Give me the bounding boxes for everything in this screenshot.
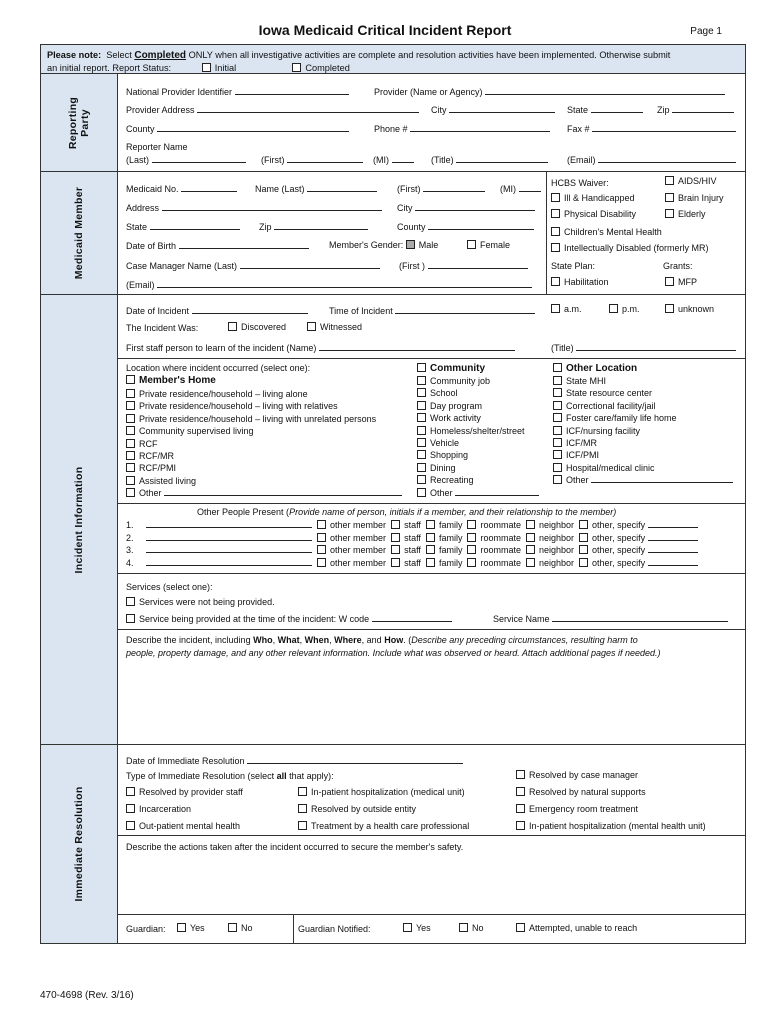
medicaid-no-label: Medicaid No.: [126, 184, 179, 194]
rel-checkbox[interactable]: [317, 533, 326, 542]
provider-zip-field[interactable]: [672, 104, 734, 113]
describe-actions-textarea[interactable]: [126, 857, 736, 912]
reporter-last-label: (Last): [126, 155, 150, 165]
other-location-option-label: State resource center: [566, 388, 653, 399]
specify-field[interactable]: [648, 544, 698, 553]
gender-female-label: Female: [480, 240, 511, 250]
guardian-yes-checkbox[interactable]: [177, 923, 186, 932]
other-location-option-label: Foster care/family life home: [566, 413, 677, 424]
reporter-title-field[interactable]: [456, 154, 548, 163]
rel-checkbox[interactable]: [467, 520, 476, 529]
reporter-last-field[interactable]: [152, 154, 246, 163]
immediate-resolution-sidebar: [41, 745, 118, 943]
status-initial-label: Initial: [214, 63, 237, 73]
elderly-label: Elderly: [678, 209, 706, 219]
other-people-row: 3. other member staff family roommate neighbor other, specify: [126, 544, 698, 557]
other-location-option-checkbox[interactable]: [553, 475, 562, 484]
rel-checkbox[interactable]: [317, 558, 326, 567]
resolution-option-checkbox[interactable]: [126, 821, 135, 830]
community-option-label: Shopping: [430, 450, 469, 461]
incident-date-field[interactable]: [192, 305, 308, 314]
rel-checkbox[interactable]: [317, 545, 326, 554]
elderly-checkbox[interactable]: [665, 209, 674, 218]
incident-time-field[interactable]: [395, 305, 535, 314]
member-zip-label: Zip: [259, 222, 272, 232]
first-staff-field[interactable]: [319, 342, 515, 351]
gender-female-checkbox[interactable]: [467, 240, 476, 249]
dob-field[interactable]: [179, 240, 309, 249]
other-location-option-checkbox[interactable]: [553, 413, 562, 422]
member-city-field[interactable]: [415, 202, 535, 211]
home-option-label: Private residence/household – living with relatives: [139, 401, 338, 412]
rel-checkbox[interactable]: [526, 545, 535, 554]
other-location-option-checkbox[interactable]: [553, 463, 562, 472]
rel-checkbox[interactable]: [391, 545, 400, 554]
other-location-checkbox[interactable]: [553, 363, 562, 372]
case-manager-email-label: (Email): [126, 280, 155, 290]
other-location-option-label: Other: [566, 475, 589, 486]
case-manager-first-field[interactable]: [428, 260, 528, 269]
other-people-row: 2. other member staff family roommate neighbor other, specify: [126, 532, 698, 545]
other-people-row: 1. other member staff family roommate neighbor other, specify: [126, 519, 698, 532]
gender-label: Member's Gender:: [329, 240, 404, 250]
rel-checkbox[interactable]: [579, 520, 588, 529]
provider-fax-field[interactable]: [592, 123, 736, 132]
notified-no-label: No: [472, 923, 484, 933]
other-location-option-checkbox[interactable]: [553, 450, 562, 459]
member-first-field[interactable]: [423, 183, 485, 192]
provider-city-label: City: [431, 105, 447, 115]
home-option-label: Private residence/household – living with unrelated persons: [139, 413, 377, 424]
reporting-party-label: Reporting Party: [67, 96, 91, 149]
resolution-option-label: Resolved by provider staff: [139, 787, 243, 797]
reporter-first-label: (First): [261, 155, 285, 165]
describe-actions-label: Describe the actions taken after the incident occurred to secure the member's safety.: [126, 842, 464, 852]
community-option-checkbox[interactable]: [417, 426, 426, 435]
location-label: Location where incident occurred (select one):: [126, 363, 311, 373]
note-completed: Completed: [134, 50, 187, 61]
brain-injury-checkbox[interactable]: [665, 193, 674, 202]
rel-checkbox[interactable]: [579, 558, 588, 567]
rel-checkbox[interactable]: [579, 533, 588, 542]
resolution-option-checkbox[interactable]: [516, 787, 525, 796]
reporting-party-sidebar: [41, 74, 118, 171]
first-staff-title-label: (Title): [551, 343, 574, 353]
rel-checkbox[interactable]: [467, 533, 476, 542]
dob-label: Date of Birth: [126, 241, 177, 251]
intellectually-disabled-label: Intellectually Disabled (formerly MR): [564, 243, 709, 253]
rel-checkbox[interactable]: [391, 558, 400, 567]
community-option-checkbox[interactable]: [417, 401, 426, 410]
member-state-label: State: [126, 222, 148, 232]
incident-information-section: [40, 295, 746, 745]
community-label: Community: [430, 363, 485, 374]
reporter-first-field[interactable]: [287, 154, 363, 163]
provider-field[interactable]: [485, 86, 725, 95]
gender-male-checkbox[interactable]: [406, 240, 415, 249]
resolution-option-checkbox[interactable]: [126, 804, 135, 813]
rel-checkbox[interactable]: [526, 533, 535, 542]
guardian-no-checkbox[interactable]: [228, 923, 237, 932]
community-option-checkbox[interactable]: [417, 488, 426, 497]
resolution-option-checkbox[interactable]: [516, 770, 525, 779]
person-name-field[interactable]: [146, 544, 312, 553]
other-people-rows: [126, 519, 698, 569]
member-city-label: City: [397, 203, 413, 213]
members-home-label: Member's Home: [139, 375, 216, 386]
resolution-option-label: Emergency room treatment: [529, 804, 639, 814]
rel-checkbox[interactable]: [426, 533, 435, 542]
home-option-checkbox[interactable]: [126, 476, 135, 485]
resolution-option-label: Out-patient mental health: [139, 821, 241, 831]
aids-checkbox[interactable]: [665, 176, 674, 185]
member-last-field[interactable]: [307, 183, 377, 192]
other-location-option-checkbox[interactable]: [553, 376, 562, 385]
community-option-checkbox[interactable]: [417, 475, 426, 484]
community-option-label: Day program: [430, 400, 483, 411]
home-option-checkbox[interactable]: [126, 439, 135, 448]
specify-field[interactable]: [648, 557, 698, 566]
incident-information-label: Incident Information: [73, 466, 85, 573]
rel-checkbox[interactable]: [317, 520, 326, 529]
reporter-mi-label: (MI): [373, 155, 389, 165]
community-option-checkbox[interactable]: [417, 376, 426, 385]
ill-handicapped-checkbox[interactable]: [551, 193, 560, 202]
person-name-field[interactable]: [146, 519, 312, 528]
community-option-checkbox[interactable]: [417, 463, 426, 472]
incident-information-sidebar: [41, 295, 118, 744]
home-other-field[interactable]: [164, 487, 402, 496]
provider-county-field[interactable]: [157, 123, 349, 132]
resolution-option-checkbox[interactable]: [298, 787, 307, 796]
case-manager-last-field[interactable]: [240, 260, 380, 269]
case-manager-first-label: (First ): [399, 261, 425, 271]
describe-incident-label: Describe the incident, including Who, What, When, Where, and How. (Describe any preceding circumstances, resulting harm to people, property damage, and any other relevant information. Include what was observed or heard. Attach additional pages if needed.): [126, 635, 661, 658]
provider-address-label: Provider Address: [126, 105, 195, 115]
other-location-option-label: ICF/PMI: [566, 450, 599, 461]
service-name-label: Service Name: [493, 614, 550, 624]
resolution-option-checkbox[interactable]: [298, 821, 307, 830]
rel-checkbox[interactable]: [467, 545, 476, 554]
other-location-label: Other Location: [566, 363, 638, 374]
ill-handicapped-label: Ill & Handicapped: [564, 193, 635, 203]
community-option-label: Dining: [430, 462, 456, 473]
community-option-label: School: [430, 388, 458, 399]
rel-checkbox[interactable]: [426, 558, 435, 567]
status-completed-checkbox[interactable]: [292, 63, 301, 72]
provider-state-label: State: [567, 105, 589, 115]
incident-time-label: Time of Incident: [329, 306, 393, 316]
provider-address-field[interactable]: [197, 104, 419, 113]
physical-disability-label: Physical Disability: [564, 209, 637, 219]
specify-field[interactable]: [648, 519, 698, 528]
service-being-provided-checkbox[interactable]: [126, 614, 135, 623]
rel-checkbox[interactable]: [467, 558, 476, 567]
gender-male-label: Male: [418, 240, 439, 250]
page-number: Page 1: [690, 26, 722, 37]
community-options: [417, 375, 539, 499]
medicaid-member-label: Medicaid Member: [73, 186, 85, 280]
attempted-label: Attempted, unable to reach: [529, 923, 638, 933]
community-option-label: Recreating: [430, 475, 474, 486]
mfp-checkbox[interactable]: [665, 277, 674, 286]
resolution-option-checkbox[interactable]: [516, 821, 525, 830]
resolution-date-field[interactable]: [247, 755, 463, 764]
notified-yes-label: Yes: [416, 923, 431, 933]
service-being-provided-label: Service being provided at the time of the incident: W code: [139, 614, 370, 624]
home-option-checkbox[interactable]: [126, 401, 135, 410]
home-option-label: RCF/PMI: [139, 463, 176, 474]
incident-date-label: Date of Incident: [126, 306, 190, 316]
resolution-date-label: Date of Immediate Resolution: [126, 756, 245, 766]
note-rest: ONLY when all investigative activities are complete and resolution activities have been implemented. Otherwise submit: [188, 50, 671, 60]
resolution-option-label: In-patient hospitalization (medical unit): [311, 787, 465, 797]
provider-fax-label: Fax #: [567, 124, 590, 134]
medicaid-member-section: [40, 172, 746, 295]
note-prefix: Please note:: [47, 50, 102, 60]
medicaid-no-field[interactable]: [181, 183, 237, 192]
home-option-checkbox[interactable]: [126, 451, 135, 460]
resolution-option-checkbox[interactable]: [126, 787, 135, 796]
attempted-checkbox[interactable]: [516, 923, 525, 932]
guardian-notified-label: Guardian Notified:: [298, 924, 371, 934]
other-people-row: 4. other member staff family roommate neighbor other, specify: [126, 557, 698, 570]
community-other-field[interactable]: [455, 487, 539, 496]
provider-zip-label: Zip: [657, 105, 670, 115]
member-last-label: Name (Last): [255, 184, 305, 194]
other-people-label: Other People Present (Provide name of person, initials if a member, and their relationship to the member): [197, 507, 617, 517]
status-initial-checkbox[interactable]: [202, 63, 211, 72]
reporter-mi-field[interactable]: [392, 154, 414, 163]
resolution-type-label: Type of Immediate Resolution (select all that apply):: [126, 771, 334, 781]
member-mi-field[interactable]: [519, 183, 541, 192]
reporter-name-label: Reporter Name: [126, 142, 188, 152]
other-location-other-field[interactable]: [591, 474, 733, 483]
witnessed-label: Witnessed: [320, 322, 363, 332]
services-not-provided-label: Services were not being provided.: [139, 597, 275, 607]
discovered-checkbox[interactable]: [228, 322, 237, 331]
resolution-option-checkbox[interactable]: [298, 804, 307, 813]
home-option-label: Private residence/household – living alone: [139, 389, 308, 399]
person-name-field[interactable]: [146, 557, 312, 566]
other-location-option-checkbox[interactable]: [553, 438, 562, 447]
home-option-label: RCF: [139, 438, 158, 449]
unknown-label: unknown: [678, 304, 715, 314]
home-option-label: RCF/MR: [139, 451, 174, 462]
resolution-option-label: Resolved by natural supports: [529, 787, 646, 797]
member-address-field[interactable]: [162, 202, 382, 211]
community-option-checkbox[interactable]: [417, 450, 426, 459]
childrens-mental-health-checkbox[interactable]: [551, 227, 560, 236]
community-option-checkbox[interactable]: [417, 388, 426, 397]
resolution-option-label: Treatment by a health care professional: [311, 821, 470, 831]
provider-county-label: County: [126, 124, 155, 134]
reporting-party-section: [40, 74, 746, 172]
witnessed-checkbox[interactable]: [307, 322, 316, 331]
am-label: a.m.: [564, 304, 582, 314]
mfp-label: MFP: [678, 277, 697, 287]
medicaid-member-sidebar: [41, 172, 118, 294]
provider-state-field[interactable]: [591, 104, 643, 113]
state-plan-label: State Plan:: [551, 261, 596, 271]
discovered-label: Discovered: [241, 322, 287, 332]
home-option-label: Community supervised living: [139, 426, 254, 437]
notified-yes-checkbox[interactable]: [403, 923, 412, 932]
grants-label: Grants:: [663, 261, 693, 271]
w-code-field[interactable]: [372, 613, 452, 622]
services-label: Services (select one):: [126, 582, 213, 592]
first-staff-label: First staff person to learn of the incident (Name): [126, 343, 317, 353]
resolution-option-label: Resolved by case manager: [529, 770, 639, 780]
rel-checkbox[interactable]: [391, 533, 400, 542]
physical-disability-checkbox[interactable]: [551, 209, 560, 218]
home-option-checkbox[interactable]: [126, 389, 135, 398]
resolution-option-label: In-patient hospitalization (mental health unit): [529, 821, 706, 831]
other-location-option-checkbox[interactable]: [553, 426, 562, 435]
rel-checkbox[interactable]: [426, 545, 435, 554]
am-checkbox[interactable]: [551, 304, 560, 313]
community-option-label: Community job: [430, 376, 491, 386]
resolution-option-label: Incarceration: [139, 804, 192, 814]
resolution-option-checkbox[interactable]: [516, 804, 525, 813]
guardian-no-label: No: [241, 923, 253, 933]
home-option-checkbox[interactable]: [126, 463, 135, 472]
provider-city-field[interactable]: [449, 104, 555, 113]
home-option-checkbox[interactable]: [126, 488, 135, 497]
member-county-label: County: [397, 222, 426, 232]
describe-incident-textarea[interactable]: [126, 663, 736, 741]
other-location-option-label: ICF/nursing facility: [566, 425, 641, 436]
rel-checkbox[interactable]: [426, 520, 435, 529]
aids-label: AIDS/HIV: [678, 176, 717, 186]
notified-no-checkbox[interactable]: [459, 923, 468, 932]
page-title: Iowa Medicaid Critical Incident Report: [258, 22, 512, 38]
members-home-checkbox[interactable]: [126, 375, 135, 384]
incident-was-label: The Incident Was:: [126, 323, 199, 333]
member-address-label: Address: [126, 203, 160, 213]
habilitation-checkbox[interactable]: [551, 277, 560, 286]
home-option-checkbox[interactable]: [126, 414, 135, 423]
provider-phone-label: Phone #: [374, 124, 408, 134]
note-line2: an initial report. Report Status:: [47, 63, 172, 73]
home-option-label: Other: [139, 488, 162, 499]
reporter-title-label: (Title): [431, 155, 454, 165]
guardian-yes-label: Yes: [190, 923, 205, 933]
reporter-email-label: (Email): [567, 155, 596, 165]
note-banner: [40, 44, 746, 74]
first-staff-title-field[interactable]: [576, 342, 736, 351]
unknown-checkbox[interactable]: [665, 304, 674, 313]
rel-checkbox[interactable]: [579, 545, 588, 554]
brain-injury-label: Brain Injury: [678, 193, 724, 203]
home-option-checkbox[interactable]: [126, 426, 135, 435]
pm-label: p.m.: [622, 304, 640, 314]
intellectually-disabled-checkbox[interactable]: [551, 243, 560, 252]
person-name-field[interactable]: [146, 532, 312, 541]
provider-phone-field[interactable]: [410, 123, 550, 132]
npi-field[interactable]: [235, 86, 349, 95]
form-number: 470-4698 (Rev. 3/16): [40, 990, 134, 1001]
community-option-label: Homeless/shelter/street: [430, 425, 525, 436]
note-select: Select: [106, 50, 132, 60]
hcbs-waiver-label: HCBS Waiver:: [551, 178, 609, 188]
specify-field[interactable]: [648, 532, 698, 541]
rel-checkbox[interactable]: [526, 558, 535, 567]
community-option-label: Vehicle: [430, 438, 460, 449]
other-location-option-checkbox[interactable]: [553, 388, 562, 397]
services-not-provided-checkbox[interactable]: [126, 597, 135, 606]
case-manager-label: Case Manager Name (Last): [126, 261, 238, 271]
other-location-option-label: ICF/MR: [566, 438, 597, 449]
home-options: [126, 388, 402, 500]
community-checkbox[interactable]: [417, 363, 426, 372]
other-location-option-checkbox[interactable]: [553, 401, 562, 410]
community-option-checkbox[interactable]: [417, 413, 426, 422]
rel-checkbox[interactable]: [391, 520, 400, 529]
member-first-label: (First): [397, 184, 421, 194]
habilitation-label: Habilitation: [564, 277, 609, 287]
member-county-field[interactable]: [428, 221, 534, 230]
member-mi-label: (MI): [500, 184, 516, 194]
reporter-email-field[interactable]: [598, 154, 736, 163]
other-location-option-label: State MHI: [566, 376, 607, 386]
member-state-field[interactable]: [150, 221, 240, 230]
home-option-label: Assisted living: [139, 475, 197, 486]
status-completed-label: Completed: [305, 63, 350, 73]
community-option-label: Other: [430, 487, 453, 498]
provider-label: Provider (Name or Agency): [374, 87, 483, 97]
childrens-mental-health-label: Children's Mental Health: [564, 227, 662, 237]
other-location-option-label: Hospital/medical clinic: [566, 462, 655, 473]
community-option-checkbox[interactable]: [417, 438, 426, 447]
immediate-resolution-section: [40, 745, 746, 944]
guardian-label: Guardian:: [126, 924, 166, 934]
community-option-label: Work activity: [430, 413, 481, 424]
other-location-options: [553, 375, 733, 487]
immediate-resolution-label: Immediate Resolution: [73, 786, 85, 902]
resolution-option-label: Resolved by outside entity: [311, 804, 417, 814]
other-location-option-label: Correctional facility/jail: [566, 400, 656, 411]
case-manager-email-field[interactable]: [157, 279, 532, 288]
member-zip-field[interactable]: [274, 221, 368, 230]
service-name-field[interactable]: [552, 613, 728, 622]
pm-checkbox[interactable]: [609, 304, 618, 313]
npi-label: National Provider Identifier: [126, 87, 233, 97]
rel-checkbox[interactable]: [526, 520, 535, 529]
